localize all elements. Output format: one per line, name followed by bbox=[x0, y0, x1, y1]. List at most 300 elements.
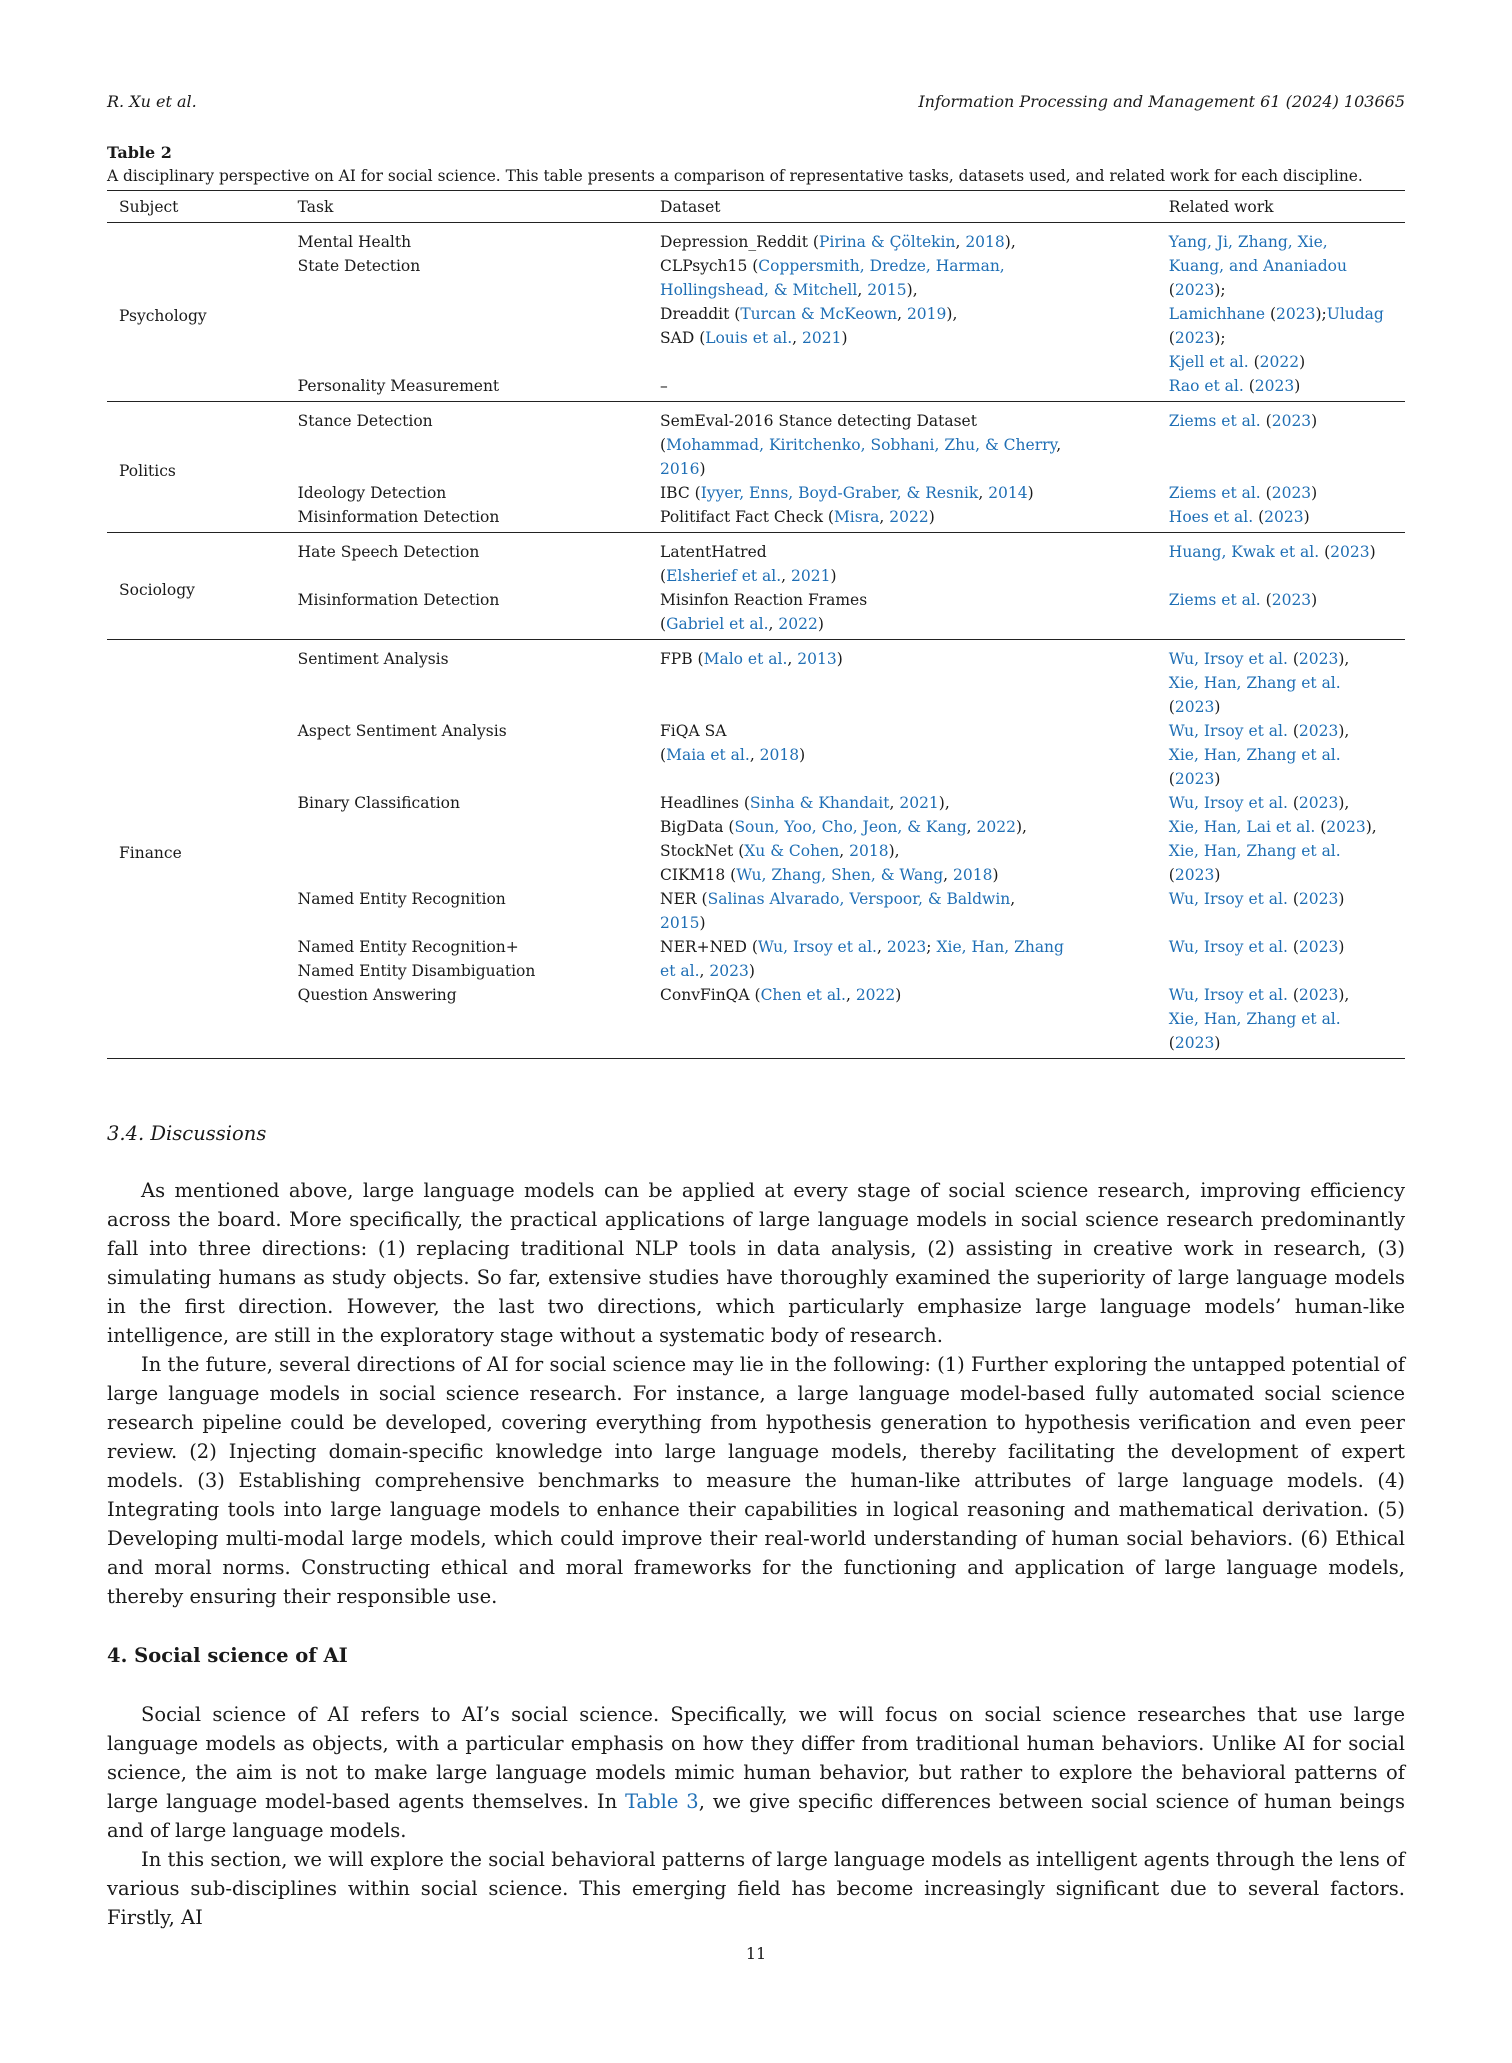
page-number: 11 bbox=[745, 1944, 767, 1963]
cell-text: ) bbox=[1338, 938, 1345, 956]
cell-line bbox=[660, 887, 1159, 911]
cell-line bbox=[1169, 767, 1405, 791]
citation-link[interactable]: 2023 bbox=[1298, 986, 1339, 1004]
cell-line bbox=[660, 564, 1159, 588]
citation-link[interactable]: Hollingshead, & Mitchell bbox=[660, 281, 858, 299]
cell-text: ), bbox=[1338, 650, 1350, 668]
citation-link[interactable]: Xie, Han, Zhang et al. bbox=[1168, 842, 1341, 860]
citation-link[interactable]: Ziems et al. bbox=[1168, 484, 1261, 502]
table-row bbox=[107, 887, 1405, 935]
citation-link[interactable]: Kjell et al. bbox=[1168, 353, 1249, 371]
related-work-cell bbox=[1169, 791, 1405, 887]
citation-link[interactable]: 2023 bbox=[1326, 818, 1366, 836]
cell-line bbox=[660, 374, 1159, 398]
table-label: Table 2 bbox=[107, 143, 172, 162]
table-row bbox=[107, 983, 1405, 1059]
citation-link[interactable]: 2021 bbox=[899, 794, 939, 812]
citation-link[interactable]: 2023 bbox=[1174, 329, 1215, 347]
cell-text: , bbox=[768, 615, 779, 633]
cell-text: ; bbox=[926, 938, 937, 956]
citation-link[interactable]: 2016 bbox=[660, 460, 700, 478]
paragraph: In this section, we will explore the social behavioral patterns of large language models as intelligent agents through the lens of various sub-disciplines within social science. This emerging field has become increasingly significant due to several factors. Firstly, AI bbox=[107, 1848, 1405, 1929]
citation-link[interactable]: 2022 bbox=[1259, 353, 1300, 371]
citation-link[interactable]: Xie, Han, Zhang bbox=[936, 938, 1064, 956]
cell-text: NER+NED ( bbox=[660, 938, 758, 956]
citation-link[interactable]: 2023 bbox=[1298, 794, 1339, 812]
citation-link[interactable]: Iyyer, Enns, Boyd-Graber, & Resnik bbox=[700, 484, 979, 502]
citation-link[interactable]: Elsherief et al. bbox=[666, 567, 782, 585]
citation-link[interactable]: 2023 bbox=[1174, 698, 1215, 716]
cell-text: ) bbox=[1311, 484, 1318, 502]
cell-text: ) bbox=[1214, 770, 1221, 788]
cell-text: ) bbox=[830, 567, 837, 585]
task-cell: Sentiment Analysis bbox=[297, 650, 449, 668]
citation-link[interactable]: Wu, Irsoy et al. bbox=[1168, 938, 1288, 956]
cell-text: , bbox=[857, 281, 868, 299]
cell-text: ( bbox=[1168, 281, 1175, 299]
cell-text: ( bbox=[1253, 508, 1265, 526]
dataset-cell bbox=[660, 887, 1169, 935]
cell-line bbox=[660, 588, 1159, 612]
dataset-cell bbox=[660, 640, 1169, 720]
cell-text: ( bbox=[660, 615, 667, 633]
cell-text: ) bbox=[1294, 377, 1301, 395]
cell-text: ( bbox=[1265, 305, 1277, 323]
subject-cell: Finance bbox=[119, 843, 182, 862]
cell-text: ) bbox=[1338, 890, 1345, 908]
cell-line bbox=[660, 457, 1159, 481]
cell-text: ( bbox=[660, 746, 667, 764]
cell-text: , bbox=[943, 866, 954, 884]
cell-text: , bbox=[699, 962, 710, 980]
cell-text: Misinfon Reaction Frames bbox=[660, 591, 868, 609]
cell-text: ( bbox=[1168, 770, 1175, 788]
table-header-row bbox=[107, 191, 1405, 223]
dataset-cell bbox=[660, 588, 1169, 640]
cell-text: ) bbox=[1311, 412, 1318, 430]
cell-text: ), bbox=[938, 794, 950, 812]
citation-link[interactable]: Pirina & Çöltekin bbox=[818, 233, 956, 251]
task-cell: Mental Health State Detection bbox=[297, 233, 421, 275]
cell-line bbox=[1169, 254, 1405, 278]
paragraph bbox=[107, 1700, 1405, 1845]
section-heading-3-4: 3.4. Discussions bbox=[107, 1122, 267, 1145]
cell-text: ( bbox=[660, 436, 667, 454]
citation-link[interactable]: Chen et al. bbox=[760, 986, 846, 1004]
cell-text: ( bbox=[1248, 353, 1260, 371]
cell-text: ) bbox=[1303, 508, 1310, 526]
citation-link[interactable]: Wu, Irsoy et al. bbox=[1168, 722, 1288, 740]
citation-link[interactable]: 2022 bbox=[976, 818, 1016, 836]
cell-text: ( bbox=[1168, 1034, 1175, 1052]
cell-text: ) bbox=[799, 746, 806, 764]
citation-link[interactable]: Yang, Ji, Zhang, Xie, bbox=[1168, 233, 1328, 251]
task-cell: Personality Measurement bbox=[297, 377, 500, 395]
task-cell: Stance Detection bbox=[297, 412, 433, 430]
cell-line bbox=[1169, 887, 1405, 911]
table-row bbox=[107, 935, 1405, 983]
running-header-right: Information Processing and Management 61 (2024) 103665 bbox=[918, 92, 1405, 111]
table-row bbox=[107, 505, 1405, 533]
cell-text: ) bbox=[1311, 591, 1318, 609]
citation-link[interactable]: 2023 bbox=[1276, 305, 1316, 323]
cell-text: ( bbox=[1243, 377, 1255, 395]
citation-link[interactable]: 2023 bbox=[1174, 281, 1215, 299]
cell-text: ) bbox=[841, 329, 848, 347]
related-work-cell bbox=[1169, 402, 1405, 482]
cell-text: ); bbox=[1214, 329, 1226, 347]
cell-line bbox=[1169, 230, 1405, 254]
cell-line bbox=[660, 935, 1159, 959]
col-header-dataset: Dataset bbox=[660, 191, 1169, 223]
related-work-cell bbox=[1169, 935, 1405, 983]
cell-text: ( bbox=[1168, 698, 1175, 716]
cell-line bbox=[1169, 839, 1405, 863]
citation-link[interactable]: 2023 bbox=[1271, 591, 1312, 609]
table-3-link[interactable]: Table 3 bbox=[625, 1790, 699, 1813]
citation-link[interactable]: 2022 bbox=[855, 986, 896, 1004]
paragraph: As mentioned above, large language models can be applied at every stage of social science research, improving efficiency across the board. More specifically, the practical applications of large language models in social science research predominantly fall into three directions: (1) replacing traditional NLP tools in data analysis, (2) assisting in creative work in research, (3) simulating humans as study objects. So far, extensive studies have thoroughly examined the superiority of large language models in the first direction. However, the last two directions, which particularly emphasize large language models’ human-like intelligence, are still in the exploratory stage without a systematic body of research. bbox=[107, 1179, 1405, 1347]
subject-cell: Politics bbox=[119, 461, 176, 480]
cell-line bbox=[660, 433, 1159, 457]
section-3-4-body bbox=[107, 1176, 1405, 1611]
cell-text: ) bbox=[748, 962, 755, 980]
citation-link[interactable]: Xie, Han, Zhang et al. bbox=[1168, 1010, 1341, 1028]
cell-text: , bbox=[839, 842, 850, 860]
citation-link[interactable]: Misra bbox=[833, 508, 880, 526]
citation-link[interactable]: Louis et al. bbox=[705, 329, 793, 347]
cell-text: ), bbox=[906, 281, 918, 299]
citation-link[interactable]: 2023 bbox=[886, 938, 927, 956]
table-2 bbox=[107, 190, 1405, 1059]
citation-link[interactable]: Kuang, and Ananiadou bbox=[1168, 257, 1347, 275]
cell-text: LatentHatred bbox=[660, 543, 767, 561]
cell-text: ) bbox=[1214, 866, 1221, 884]
citation-link[interactable]: 2023 bbox=[1330, 543, 1370, 561]
cell-text: ) bbox=[1369, 543, 1376, 561]
cell-text: Politifact Fact Check ( bbox=[660, 508, 834, 526]
cell-text: , bbox=[781, 567, 792, 585]
cell-text: ( bbox=[1315, 818, 1327, 836]
cell-line bbox=[660, 911, 1159, 935]
cell-text: ( bbox=[1260, 412, 1272, 430]
cell-text: ), bbox=[1004, 233, 1016, 251]
cell-line bbox=[1169, 719, 1405, 743]
related-work-cell bbox=[1169, 374, 1405, 402]
citation-link[interactable]: Maia et al. bbox=[666, 746, 750, 764]
cell-text: ( bbox=[1260, 591, 1272, 609]
citation-link[interactable]: 2018 bbox=[965, 233, 1005, 251]
task-cell: Ideology Detection bbox=[297, 484, 447, 502]
cell-text: ( bbox=[1287, 938, 1299, 956]
cell-line bbox=[660, 409, 1159, 433]
cell-line bbox=[660, 791, 1159, 815]
citation-link[interactable]: 2018 bbox=[759, 746, 800, 764]
cell-line bbox=[1169, 481, 1405, 505]
citation-link[interactable]: Gabriel et al. bbox=[666, 615, 769, 633]
cell-text: ( bbox=[1287, 650, 1299, 668]
dataset-cell bbox=[660, 505, 1169, 533]
citation-link[interactable]: 2018 bbox=[849, 842, 889, 860]
citation-link[interactable]: Wu, Irsoy et al. bbox=[1168, 986, 1288, 1004]
citation-link[interactable]: 2013 bbox=[797, 650, 837, 668]
citation-link[interactable]: Uludag bbox=[1326, 305, 1384, 323]
cell-line bbox=[1169, 374, 1405, 398]
cell-text: , bbox=[876, 938, 887, 956]
task-cell: Question Answering bbox=[297, 986, 457, 1004]
citation-link[interactable]: Wu, Zhang, Shen, & Wang bbox=[736, 866, 944, 884]
table-row bbox=[107, 588, 1405, 640]
cell-line bbox=[660, 481, 1159, 505]
cell-line bbox=[660, 839, 1159, 863]
citation-link[interactable]: 2023 bbox=[1298, 890, 1339, 908]
cell-line bbox=[660, 254, 1159, 278]
cell-line bbox=[660, 815, 1159, 839]
related-work-cell bbox=[1169, 887, 1405, 935]
task-cell: Hate Speech Detection bbox=[297, 543, 480, 561]
cell-text: ( bbox=[1168, 866, 1175, 884]
cell-line bbox=[660, 326, 1159, 350]
citation-link[interactable]: 2021 bbox=[791, 567, 831, 585]
related-work-cell bbox=[1169, 223, 1405, 375]
citation-link[interactable]: Coppersmith, Dredze, Harman, bbox=[758, 257, 1005, 275]
citation-link[interactable]: Wu, Irsoy et al. bbox=[1168, 794, 1288, 812]
cell-text: , bbox=[792, 329, 803, 347]
dataset-cell bbox=[660, 935, 1169, 983]
citation-link[interactable]: 2023 bbox=[1298, 722, 1339, 740]
cell-line bbox=[660, 505, 1159, 529]
citation-link[interactable]: 2023 bbox=[1271, 412, 1312, 430]
citation-link[interactable]: Huang, Kwak et al. bbox=[1168, 543, 1320, 561]
cell-text: , bbox=[966, 818, 977, 836]
citation-link[interactable]: 2021 bbox=[802, 329, 842, 347]
task-cell: Binary Classification bbox=[297, 794, 460, 812]
cell-line bbox=[660, 863, 1159, 887]
citation-link[interactable]: Lamichhane bbox=[1168, 305, 1266, 323]
dataset-cell bbox=[660, 402, 1169, 482]
table-row bbox=[107, 719, 1405, 791]
cell-text: , bbox=[787, 650, 798, 668]
cell-text: ConvFinQA ( bbox=[660, 986, 761, 1004]
task-cell: Aspect Sentiment Analysis bbox=[297, 722, 507, 740]
citation-link[interactable]: 2023 bbox=[1174, 770, 1215, 788]
paragraph: In the future, several directions of AI for social science may lie in the following: (1) Further exploring the untapped potential of large language models in social science research. For instance, a large language model-based fully automated social science research pipeline could be developed, covering everything from hypothesis generation to hypothesis verification and even peer review. (2) Injecting domain-specific knowledge into large language models, thereby facilitating the development of expert models. (3) Establishing comprehensive benchmarks to measure the human-like attributes of large language models. (4) Integrating tools into large language models to enhance their capabilities in logical reasoning and mathematical derivation. (5) Developing multi-modal large models, which could improve their real-world understanding of human social behaviors. (6) Ethical and moral norms. Constructing ethical and moral frameworks for the functioning and application of large language models, thereby ensuring their responsible use. bbox=[107, 1353, 1405, 1608]
cell-text: ) bbox=[1299, 353, 1306, 371]
cell-line bbox=[660, 743, 1159, 767]
cell-text: , bbox=[955, 233, 966, 251]
cell-line bbox=[660, 647, 1159, 671]
citation-link[interactable]: Soun, Yoo, Cho, Jeon, & Kang bbox=[734, 818, 967, 836]
cell-text: Depression_Reddit ( bbox=[660, 233, 819, 251]
cell-text: SAD ( bbox=[660, 329, 706, 347]
cell-text: , bbox=[749, 746, 760, 764]
citation-link[interactable]: 2023 bbox=[1174, 866, 1215, 884]
cell-text: ); bbox=[1315, 305, 1327, 323]
section-4-body bbox=[107, 1700, 1405, 1932]
cell-text: StockNet ( bbox=[660, 842, 745, 860]
task-cell: Named Entity Recognition bbox=[297, 890, 506, 908]
cell-text: – bbox=[660, 377, 668, 395]
citation-link[interactable]: 2023 bbox=[1264, 508, 1304, 526]
cell-line bbox=[660, 278, 1159, 302]
cell-text: ( bbox=[1260, 484, 1272, 502]
cell-text: ) bbox=[699, 460, 706, 478]
cell-text: ) bbox=[928, 508, 935, 526]
cell-line bbox=[1169, 935, 1405, 959]
cell-text: ) bbox=[699, 914, 706, 932]
cell-text: IBC ( bbox=[660, 484, 701, 502]
dataset-cell bbox=[660, 719, 1169, 791]
citation-link[interactable]: Turcan & McKeown bbox=[740, 305, 898, 323]
cell-text: NER ( bbox=[660, 890, 708, 908]
citation-link[interactable]: 2023 bbox=[1298, 650, 1339, 668]
cell-text: ( bbox=[1287, 890, 1299, 908]
cell-text: , bbox=[897, 305, 907, 323]
cell-text: , bbox=[978, 484, 989, 502]
cell-text: ), bbox=[1338, 794, 1350, 812]
cell-text: ); bbox=[1214, 281, 1226, 299]
cell-line bbox=[1169, 743, 1405, 767]
cell-line bbox=[1169, 278, 1405, 302]
task-cell: Misinformation Detection bbox=[297, 508, 500, 526]
dataset-cell bbox=[660, 374, 1169, 402]
citation-link[interactable]: Wu, Irsoy et al. bbox=[1168, 650, 1288, 668]
cell-text: , bbox=[889, 794, 900, 812]
cell-text: ) bbox=[895, 986, 902, 1004]
section-heading-4: 4. Social science of AI bbox=[107, 1644, 348, 1667]
cell-text: ( bbox=[1287, 794, 1299, 812]
related-work-cell bbox=[1169, 588, 1405, 640]
table-row bbox=[107, 640, 1405, 720]
citation-link[interactable]: Salinas Alvarado, Verspoor, & Baldwin bbox=[707, 890, 1011, 908]
cell-text: ), bbox=[888, 842, 900, 860]
cell-line bbox=[1169, 647, 1405, 671]
table-row bbox=[107, 533, 1405, 589]
dataset-cell bbox=[660, 223, 1169, 375]
cell-line bbox=[1169, 505, 1405, 529]
related-work-cell bbox=[1169, 983, 1405, 1059]
table-row bbox=[107, 223, 1405, 375]
cell-line bbox=[1169, 791, 1405, 815]
citation-link[interactable]: 2019 bbox=[906, 305, 947, 323]
cell-line bbox=[660, 230, 1159, 254]
cell-text: ( bbox=[1168, 329, 1175, 347]
cell-line bbox=[1169, 815, 1405, 839]
cell-line bbox=[660, 302, 1159, 326]
cell-line bbox=[660, 983, 1159, 1007]
related-work-cell bbox=[1169, 533, 1405, 589]
cell-line bbox=[1169, 671, 1405, 695]
task-cell: Named Entity Recognition+ Named Entity Disambiguation bbox=[297, 938, 536, 980]
citation-link[interactable]: Wu, Irsoy et al. bbox=[757, 938, 877, 956]
cell-line bbox=[1169, 326, 1405, 350]
related-work-cell bbox=[1169, 481, 1405, 505]
cell-text: ( bbox=[1287, 722, 1299, 740]
paragraph-text: , we give specific differences between social science of human beings and of large language models. bbox=[107, 1790, 1406, 1842]
citation-link[interactable]: 2023 bbox=[1254, 377, 1295, 395]
citation-link[interactable]: Xu & Cohen bbox=[744, 842, 840, 860]
citation-link[interactable]: 2023 bbox=[1174, 1034, 1215, 1052]
related-work-cell bbox=[1169, 505, 1405, 533]
related-work-cell bbox=[1169, 719, 1405, 791]
cell-line bbox=[1169, 695, 1405, 719]
cell-text: ) bbox=[1214, 1034, 1221, 1052]
cell-text: ), bbox=[946, 305, 958, 323]
cell-text: ), bbox=[1365, 818, 1377, 836]
citation-link[interactable]: Ziems et al. bbox=[1168, 591, 1261, 609]
citation-link[interactable]: Malo et al. bbox=[703, 650, 788, 668]
cell-text: ) bbox=[817, 615, 824, 633]
cell-line bbox=[1169, 350, 1405, 374]
cell-line bbox=[1169, 409, 1405, 433]
cell-text: ) bbox=[992, 866, 999, 884]
cell-text: CLPsych15 ( bbox=[660, 257, 759, 275]
cell-line bbox=[1169, 1007, 1405, 1031]
citation-link[interactable]: 2015 bbox=[660, 914, 700, 932]
cell-line bbox=[1169, 1031, 1405, 1055]
col-header-related-work: Related work bbox=[1169, 191, 1405, 223]
cell-text: BigData ( bbox=[660, 818, 735, 836]
dataset-cell bbox=[660, 791, 1169, 887]
col-header-task: Task bbox=[298, 191, 660, 223]
citation-link[interactable]: 2018 bbox=[953, 866, 993, 884]
citation-link[interactable]: Xie, Han, Lai et al. bbox=[1168, 818, 1316, 836]
citation-link[interactable]: Wu, Irsoy et al. bbox=[1168, 890, 1288, 908]
cell-text: ( bbox=[660, 567, 667, 585]
citation-link[interactable]: 2015 bbox=[867, 281, 907, 299]
cell-text: , bbox=[879, 508, 890, 526]
cell-text: , bbox=[845, 986, 856, 1004]
citation-link[interactable]: 2023 bbox=[709, 962, 749, 980]
cell-line bbox=[660, 959, 1159, 983]
citation-link[interactable]: Xie, Han, Zhang et al. bbox=[1168, 674, 1341, 692]
cell-line bbox=[660, 719, 1159, 743]
cell-line bbox=[1169, 983, 1405, 1007]
cell-text: ( bbox=[1287, 986, 1299, 1004]
table-row bbox=[107, 374, 1405, 402]
citation-link[interactable]: Ziems et al. bbox=[1168, 412, 1261, 430]
citation-link[interactable]: 2023 bbox=[1298, 938, 1339, 956]
cell-line bbox=[1169, 588, 1405, 612]
citation-link[interactable]: Hoes et al. bbox=[1168, 508, 1254, 526]
cell-line bbox=[660, 612, 1159, 636]
citation-link[interactable]: 2014 bbox=[988, 484, 1028, 502]
citation-link[interactable]: 2022 bbox=[778, 615, 818, 633]
cell-line bbox=[660, 540, 1159, 564]
related-work-cell bbox=[1169, 640, 1405, 720]
table-row bbox=[107, 791, 1405, 887]
cell-text: ) bbox=[1214, 698, 1221, 716]
cell-text: ), bbox=[1338, 722, 1350, 740]
citation-link[interactable]: et al. bbox=[660, 962, 700, 980]
cell-text: Dreaddit ( bbox=[660, 305, 741, 323]
citation-link[interactable]: 2023 bbox=[1271, 484, 1312, 502]
table-caption: A disciplinary perspective on AI for social science. This table presents a comparison of representative tasks, datasets used, and related work for each discipline. bbox=[107, 167, 1363, 185]
dataset-cell bbox=[660, 481, 1169, 505]
cell-text: FiQA SA bbox=[660, 722, 727, 740]
citation-link[interactable]: Rao et al. bbox=[1168, 377, 1244, 395]
cell-text: ), bbox=[1015, 818, 1027, 836]
table-row bbox=[107, 402, 1405, 482]
cell-text: ) bbox=[1027, 484, 1034, 502]
cell-line bbox=[1169, 863, 1405, 887]
dataset-cell bbox=[660, 533, 1169, 589]
citation-link[interactable]: Sinha & Khandait bbox=[749, 794, 890, 812]
citation-link[interactable]: 2022 bbox=[889, 508, 929, 526]
cell-text: ), bbox=[1338, 986, 1350, 1004]
citation-link[interactable]: Mohammad, Kiritchenko, Sobhani, Zhu, & Cherry bbox=[666, 436, 1057, 454]
citation-link[interactable]: Xie, Han, Zhang et al. bbox=[1168, 746, 1341, 764]
